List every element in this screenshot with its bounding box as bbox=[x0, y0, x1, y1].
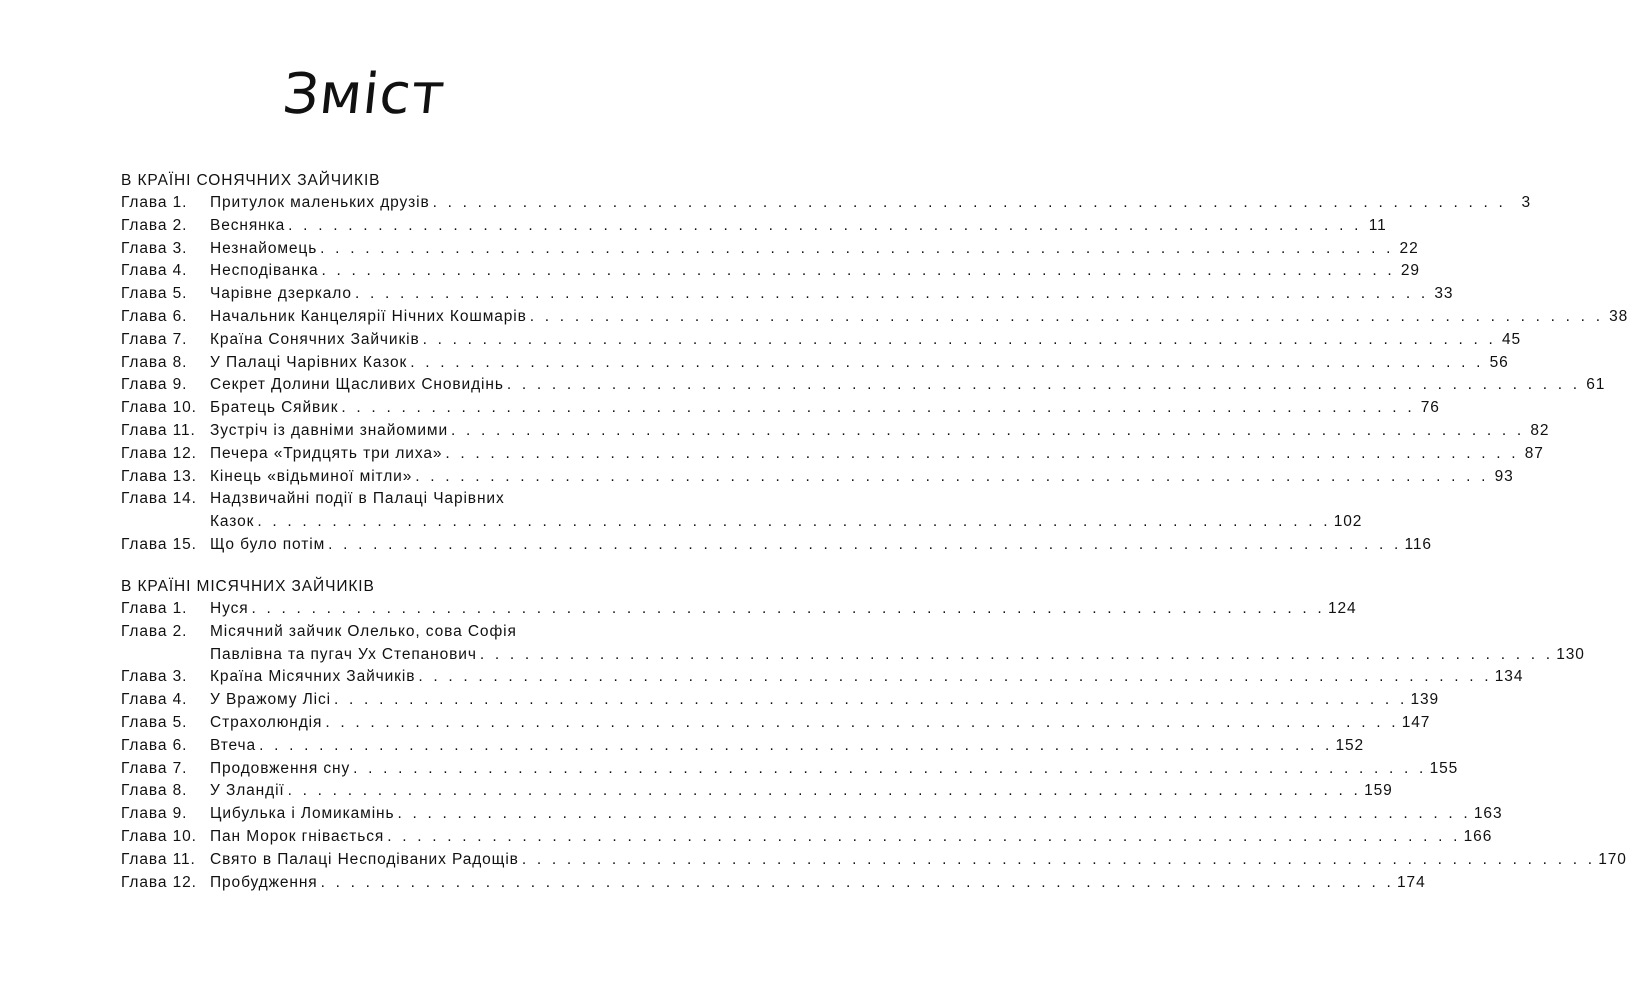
chapter-label: Глава 6. bbox=[121, 736, 188, 754]
chapter-body bbox=[210, 420, 1550, 443]
chapter-title: Втеча bbox=[210, 736, 257, 754]
entry-list bbox=[121, 598, 1627, 894]
page-number: 33 bbox=[1434, 285, 1454, 303]
chapter-title-row bbox=[210, 735, 1365, 758]
toc-entry bbox=[121, 466, 1514, 489]
dot-leader: . . . . . . . . . . . . . . . . . . . . . . . . . . . . . . . . . . . . . . . . . . . . . . . . . . . . . . . . . . . . . . . . . . . . . . . . bbox=[325, 713, 1399, 731]
chapter-label: Глава 2. bbox=[121, 622, 188, 640]
page-number: 82 bbox=[1530, 421, 1550, 439]
page-number: 38 bbox=[1609, 307, 1628, 325]
page-number: 152 bbox=[1335, 736, 1365, 754]
chapter-title-row bbox=[210, 397, 1440, 420]
chapter-body bbox=[210, 780, 1393, 803]
dot-leader: . . . . . . . . . . . . . . . . . . . . . . . . . . . . . . . . . . . . . . . . . . . . . . . . . . . . . . . . . . . . . . . . . . . . . . . . bbox=[432, 194, 1507, 211]
chapter-body bbox=[210, 352, 1509, 375]
chapter-title: Зустріч із давніми знайомими bbox=[210, 421, 449, 439]
toc-entry bbox=[121, 872, 1426, 895]
chapter-title-row bbox=[210, 466, 1514, 489]
chapter-body bbox=[210, 666, 1524, 689]
dot-leader: . . . . . . . . . . . . . . . . . . . . . . . . . . . . . . . . . . . . . . . . . . . . . . . . . . . . . . . . . . . . . . . . . . . . . . . . bbox=[328, 535, 1402, 553]
entry-list bbox=[121, 192, 1628, 557]
toc-entry bbox=[121, 803, 1503, 826]
toc-section-sunny-bunnies bbox=[121, 169, 1628, 557]
chapter-label: Глава 12. bbox=[121, 444, 197, 462]
chapter-label: Глава 12. bbox=[121, 873, 197, 891]
page-number: 29 bbox=[1400, 262, 1420, 280]
toc-entry bbox=[121, 443, 1544, 466]
chapter-title: Начальник Канцелярії Нічних Кошмарів bbox=[210, 307, 527, 325]
chapter-body bbox=[210, 803, 1503, 826]
chapter-title-row bbox=[210, 826, 1493, 849]
page-number: 3 bbox=[1521, 194, 1532, 211]
toc-entry bbox=[121, 735, 1365, 758]
dot-leader: . . . . . . . . . . . . . . . . . . . . . . . . . . . . . . . . . . . . . . . . . . . . . . . . . . . . . . . . . . . . . . . . . . . . . . . . bbox=[354, 285, 1429, 303]
chapter-title: Павлівна та пугач Ух Степанович bbox=[210, 645, 477, 663]
chapter-title-row bbox=[210, 238, 1419, 261]
chapter-title: Незнайомець bbox=[210, 239, 318, 257]
toc-entry bbox=[121, 488, 1363, 534]
page-number: 163 bbox=[1473, 805, 1503, 823]
chapter-title-row bbox=[210, 534, 1432, 557]
dot-leader: . . . . . . . . . . . . . . . . . . . . . . . . . . . . . . . . . . . . . . . . . . . . . . . . . . . . . . . . . . . . . . . . . . . . . . . . bbox=[353, 759, 1427, 777]
toc-entry bbox=[121, 780, 1393, 803]
chapter-label: Глава 3. bbox=[121, 239, 188, 257]
chapter-title-row bbox=[210, 283, 1454, 306]
page-number: 130 bbox=[1556, 645, 1585, 663]
chapter-title-row bbox=[210, 849, 1627, 872]
toc-entry bbox=[121, 758, 1459, 781]
chapter-title-row bbox=[210, 644, 1585, 667]
chapter-body bbox=[210, 260, 1420, 283]
chapter-label: Глава 1. bbox=[121, 194, 188, 211]
toc-entry bbox=[121, 598, 1357, 621]
dot-leader: . . . . . . . . . . . . . . . . . . . . . . . . . . . . . . . . . . . . . . . . . . . . . . . . . . . . . . . . . . . . . . . . . . . . . . . . bbox=[529, 307, 1604, 325]
dot-leader: . . . . . . . . . . . . . . . . . . . . . . . . . . . . . . . . . . . . . . . . . . . . . . . . . . . . . . . . . . . . . . . . . . . . . . . . bbox=[259, 736, 1333, 754]
chapter-body bbox=[210, 306, 1628, 329]
toc-entry bbox=[121, 621, 1585, 667]
chapter-title: У Вражому Лісі bbox=[210, 691, 332, 709]
page-number: 116 bbox=[1404, 535, 1432, 553]
page-number: 174 bbox=[1397, 873, 1426, 891]
chapter-title-row bbox=[210, 712, 1431, 735]
dot-leader: . . . . . . . . . . . . . . . . . . . . . . . . . . . . . . . . . . . . . . . . . . . . . . . . . . . . . . . . . . . . . . . . . . . . . . . . bbox=[321, 262, 1395, 280]
chapter-title: Притулок маленьких друзів bbox=[210, 194, 430, 211]
chapter-title: Братець Сяйвик bbox=[210, 399, 339, 417]
toc-entry bbox=[121, 306, 1628, 329]
chapter-label: Глава 5. bbox=[121, 713, 188, 731]
chapter-label: Глава 9. bbox=[121, 805, 188, 823]
toc-entry bbox=[121, 666, 1524, 689]
chapter-label: Глава 15. bbox=[121, 535, 197, 553]
page-title: Зміст bbox=[279, 62, 449, 127]
chapter-body bbox=[210, 283, 1454, 306]
chapter-body bbox=[210, 488, 1363, 534]
chapter-label: Глава 8. bbox=[121, 782, 188, 800]
chapter-title: Веснянка bbox=[210, 216, 286, 234]
chapter-label: Глава 4. bbox=[121, 262, 188, 280]
page-number: 155 bbox=[1429, 759, 1459, 777]
chapter-label: Глава 11. bbox=[121, 421, 196, 439]
chapter-title: Страхолюндія bbox=[210, 713, 323, 731]
chapter-label: Глава 10. bbox=[121, 399, 197, 417]
toc-entry bbox=[121, 534, 1432, 557]
chapter-title: Печера «Тридцять три лиха» bbox=[210, 444, 443, 462]
chapter-label: Глава 14. bbox=[121, 490, 197, 508]
toc-entry bbox=[121, 420, 1550, 443]
chapter-body bbox=[210, 758, 1459, 781]
chapter-title-row bbox=[210, 689, 1440, 712]
chapter-title-row bbox=[210, 666, 1524, 689]
chapter-title-row bbox=[210, 872, 1426, 895]
chapter-body bbox=[210, 329, 1522, 352]
chapter-title: Кінець «відьминої мітли» bbox=[210, 467, 413, 485]
chapter-body bbox=[210, 534, 1432, 557]
toc-entry bbox=[121, 826, 1493, 849]
chapter-body bbox=[210, 466, 1514, 489]
chapter-title-line: Надзвичайні події в Палаці Чарівних bbox=[210, 490, 505, 508]
chapter-title: Країна Місячних Зайчиків bbox=[210, 668, 416, 686]
chapter-body bbox=[210, 872, 1426, 895]
chapter-title-row bbox=[210, 306, 1628, 329]
toc-entry bbox=[121, 192, 1532, 215]
dot-leader: . . . . . . . . . . . . . . . . . . . . . . . . . . . . . . . . . . . . . . . . . . . . . . . . . . . . . . . . . . . . . . . . . . . . . . . . bbox=[387, 827, 1461, 845]
dot-leader: . . . . . . . . . . . . . . . . . . . . . . . . . . . . . . . . . . . . . . . . . . . . . . . . . . . . . . . . . . . . . . . . . . . . . . . . bbox=[451, 421, 1525, 439]
page-number: 56 bbox=[1489, 353, 1509, 371]
toc-entry bbox=[121, 849, 1627, 872]
toc-entry bbox=[121, 260, 1420, 283]
dot-leader: . . . . . . . . . . . . . . . . . . . . . . . . . . . . . . . . . . . . . . . . . . . . . . . . . . . . . . . . . . . . . . . . . . . . . . . . bbox=[251, 600, 1325, 617]
page-number: 134 bbox=[1494, 668, 1524, 686]
toc-entry bbox=[121, 329, 1522, 352]
page-number: 102 bbox=[1333, 513, 1363, 531]
chapter-title: Цибулька і Ломикамінь bbox=[210, 805, 395, 823]
chapter-title-row bbox=[210, 192, 1532, 215]
chapter-label: Глава 1. bbox=[121, 600, 188, 617]
page-number: 11 bbox=[1368, 216, 1387, 234]
toc-entry bbox=[121, 238, 1419, 261]
dot-leader: . . . . . . . . . . . . . . . . . . . . . . . . . . . . . . . . . . . . . . . . . . . . . . . . . . . . . . . . . . . . . . . . . . . . . . . . bbox=[479, 645, 1554, 663]
dot-leader: . . . . . . . . . . . . . . . . . . . . . . . . . . . . . . . . . . . . . . . . . . . . . . . . . . . . . . . . . . . . . . . . . . . . . . . . bbox=[257, 513, 1331, 531]
chapter-title: Продовження сну bbox=[210, 759, 351, 777]
chapter-title: У Палаці Чарівних Казок bbox=[210, 353, 408, 371]
dot-leader: . . . . . . . . . . . . . . . . . . . . . . . . . . . . . . . . . . . . . . . . . . . . . . . . . . . . . . . . . . . . . . . . . . . . . . . . bbox=[418, 668, 1492, 686]
chapter-title-row bbox=[210, 260, 1420, 283]
chapter-title-row bbox=[210, 780, 1393, 803]
chapter-label: Глава 11. bbox=[121, 850, 196, 868]
dot-leader: . . . . . . . . . . . . . . . . . . . . . . . . . . . . . . . . . . . . . . . . . . . . . . . . . . . . . . . . . . . . . . . . . . . . . . . . bbox=[415, 467, 1489, 485]
chapter-body bbox=[210, 192, 1532, 215]
chapter-body bbox=[210, 374, 1606, 397]
chapter-title: Що було потім bbox=[210, 535, 326, 553]
chapter-title-row bbox=[210, 352, 1509, 375]
toc-entry bbox=[121, 352, 1509, 375]
chapter-title: Пробудження bbox=[210, 873, 318, 891]
chapter-title-row bbox=[210, 598, 1357, 621]
dot-leader: . . . . . . . . . . . . . . . . . . . . . . . . . . . . . . . . . . . . . . . . . . . . . . . . . . . . . . . . . . . . . . . . . . . . . . . . bbox=[341, 399, 1415, 417]
chapter-body bbox=[210, 689, 1440, 712]
chapter-label: Глава 9. bbox=[121, 376, 188, 394]
dot-leader: . . . . . . . . . . . . . . . . . . . . . . . . . . . . . . . . . . . . . . . . . . . . . . . . . . . . . . . . . . . . . . . . . . . . . . . . bbox=[397, 805, 1471, 823]
chapter-body bbox=[210, 621, 1585, 667]
chapter-title-row bbox=[210, 420, 1550, 443]
chapter-title-row bbox=[210, 329, 1522, 352]
page-number: 87 bbox=[1524, 444, 1544, 462]
chapter-title: Країна Сонячних Зайчиків bbox=[210, 330, 420, 348]
chapter-body bbox=[210, 735, 1365, 758]
dot-leader: . . . . . . . . . . . . . . . . . . . . . . . . . . . . . . . . . . . . . . . . . . . . . . . . . . . . . . . . . . . . . . . . . . . . . . . . bbox=[422, 330, 1497, 348]
dot-leader: . . . . . . . . . . . . . . . . . . . . . . . . . . . . . . . . . . . . . . . . . . . . . . . . . . . . . . . . . . . . . . . . . . . . . . . . bbox=[288, 216, 1362, 234]
chapter-label: Глава 7. bbox=[121, 330, 188, 348]
chapter-label: Глава 8. bbox=[121, 353, 188, 371]
dot-leader: . . . . . . . . . . . . . . . . . . . . . . . . . . . . . . . . . . . . . . . . . . . . . . . . . . . . . . . . . . . . . . . . . . . . . . . . bbox=[521, 850, 1596, 868]
chapter-body bbox=[210, 215, 1387, 238]
dot-leader: . . . . . . . . . . . . . . . . . . . . . . . . . . . . . . . . . . . . . . . . . . . . . . . . . . . . . . . . . . . . . . . . . . . . . . . . bbox=[287, 782, 1362, 800]
chapter-title: Свято в Палаці Несподіваних Радощів bbox=[210, 850, 519, 868]
dot-leader: . . . . . . . . . . . . . . . . . . . . . . . . . . . . . . . . . . . . . . . . . . . . . . . . . . . . . . . . . . . . . . . . . . . . . . . . bbox=[334, 691, 1408, 709]
dot-leader: . . . . . . . . . . . . . . . . . . . . . . . . . . . . . . . . . . . . . . . . . . . . . . . . . . . . . . . . . . . . . . . . . . . . . . . . bbox=[445, 444, 1519, 462]
chapter-body bbox=[210, 849, 1627, 872]
chapter-title: Секрет Долини Щасливих Сновидінь bbox=[210, 376, 504, 394]
page-number: 45 bbox=[1502, 330, 1522, 348]
chapter-title-row bbox=[210, 215, 1387, 238]
chapter-label: Глава 4. bbox=[121, 691, 188, 709]
chapter-label: Глава 7. bbox=[121, 759, 188, 777]
chapter-body bbox=[210, 238, 1419, 261]
page-number: 61 bbox=[1586, 376, 1606, 394]
toc-entry bbox=[121, 712, 1431, 735]
chapter-title: У Зландії bbox=[210, 782, 285, 800]
page-number: 93 bbox=[1494, 467, 1514, 485]
chapter-title-line: Місячний зайчик Олелько, сова Софія bbox=[210, 622, 517, 640]
chapter-label: Глава 10. bbox=[121, 827, 197, 845]
chapter-label: Глава 3. bbox=[121, 668, 188, 686]
toc-entry bbox=[121, 374, 1606, 397]
chapter-title-row bbox=[210, 374, 1606, 397]
toc-entry bbox=[121, 689, 1440, 712]
page-number: 76 bbox=[1420, 399, 1440, 417]
chapter-title: Чарівне дзеркало bbox=[210, 285, 352, 303]
chapter-title-row bbox=[210, 443, 1544, 466]
chapter-title: Нуся bbox=[210, 600, 249, 617]
page-number: 139 bbox=[1410, 691, 1440, 709]
chapter-label: Глава 13. bbox=[121, 467, 197, 485]
chapter-title: Несподіванка bbox=[210, 262, 319, 280]
chapter-title-row bbox=[210, 803, 1503, 826]
toc-entry bbox=[121, 283, 1454, 306]
page-number: 22 bbox=[1399, 239, 1419, 257]
page-number: 166 bbox=[1463, 827, 1493, 845]
section-heading: В КРАЇНІ СОНЯЧНИХ ЗАЙЧИКІВ bbox=[121, 172, 381, 189]
dot-leader: . . . . . . . . . . . . . . . . . . . . . . . . . . . . . . . . . . . . . . . . . . . . . . . . . . . . . . . . . . . . . . . . . . . . . . . . bbox=[320, 873, 1395, 891]
chapter-body bbox=[210, 598, 1357, 621]
page-number: 124 bbox=[1327, 600, 1357, 617]
page-number: 147 bbox=[1401, 713, 1431, 731]
chapter-label: Глава 5. bbox=[121, 285, 188, 303]
chapter-title: Пан Морок гнівається bbox=[210, 827, 385, 845]
chapter-title-row bbox=[210, 511, 1363, 534]
section-heading: В КРАЇНІ МІСЯЧНИХ ЗАЙЧИКІВ bbox=[121, 578, 375, 595]
chapter-title: Казок bbox=[210, 513, 255, 531]
chapter-body bbox=[210, 397, 1440, 420]
dot-leader: . . . . . . . . . . . . . . . . . . . . . . . . . . . . . . . . . . . . . . . . . . . . . . . . . . . . . . . . . . . . . . . . . . . . . . . . bbox=[410, 353, 1484, 371]
chapter-body bbox=[210, 443, 1544, 466]
chapter-label: Глава 2. bbox=[121, 216, 188, 234]
dot-leader: . . . . . . . . . . . . . . . . . . . . . . . . . . . . . . . . . . . . . . . . . . . . . . . . . . . . . . . . . . . . . . . . . . . . . . . . bbox=[320, 239, 1394, 257]
toc-entry bbox=[121, 397, 1440, 420]
chapter-title-row bbox=[210, 758, 1459, 781]
chapter-body bbox=[210, 826, 1493, 849]
chapter-label: Глава 6. bbox=[121, 307, 188, 325]
toc-section-moon-bunnies bbox=[121, 575, 1627, 894]
dot-leader: . . . . . . . . . . . . . . . . . . . . . . . . . . . . . . . . . . . . . . . . . . . . . . . . . . . . . . . . . . . . . . . . . . . . . . . . bbox=[506, 376, 1581, 394]
toc-entry bbox=[121, 215, 1387, 238]
page-number: 159 bbox=[1364, 782, 1393, 800]
page-number: 170 bbox=[1598, 850, 1627, 868]
chapter-body bbox=[210, 712, 1431, 735]
